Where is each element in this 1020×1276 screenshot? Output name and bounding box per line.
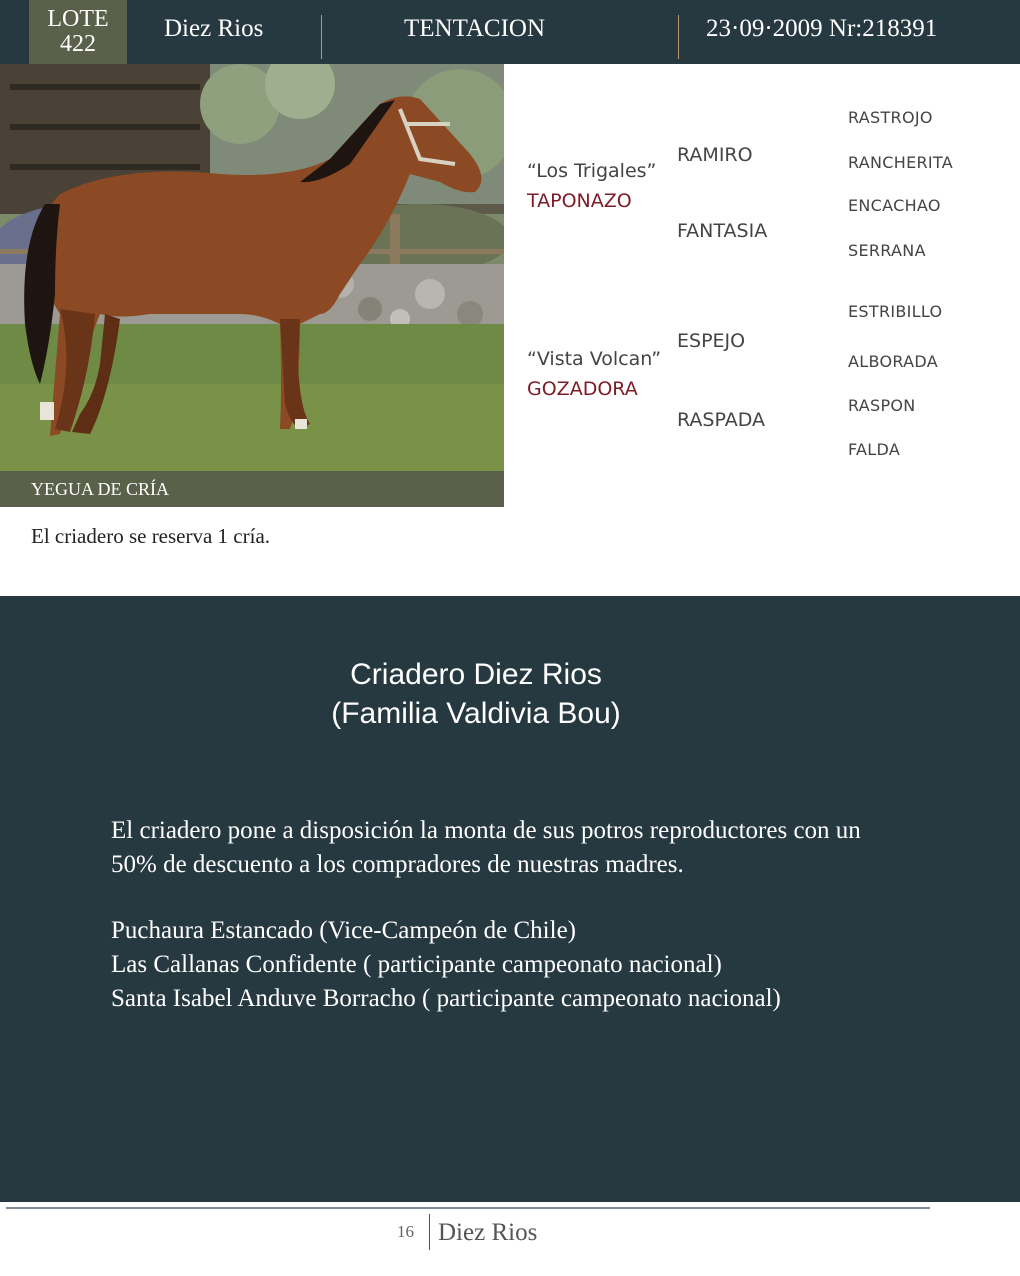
- sire-name: TAPONAZO: [527, 190, 632, 212]
- horse-illustration: [0, 64, 504, 471]
- lote-label: LOTE: [47, 6, 109, 32]
- footer-divider: [429, 1214, 430, 1250]
- header-divider: [321, 15, 322, 59]
- horse-photo: [0, 64, 504, 471]
- header-bar: [0, 0, 1020, 64]
- pedigree-g2-item: FANTASIA: [677, 220, 768, 242]
- header-breeder: Diez Rios: [164, 15, 264, 42]
- pedigree-g3-item: ENCACHAO: [848, 196, 941, 215]
- info-paragraph-line: 50% de descuento a los compradores de nuestras madres.: [111, 851, 684, 878]
- pedigree-g3-item: FALDA: [848, 440, 901, 459]
- info-subtitle: (Familia Valdivia Bou): [331, 697, 621, 730]
- dam-prefix: “Vista Volcan”: [527, 348, 662, 370]
- pedigree-g3-item: RASTROJO: [848, 108, 933, 127]
- footer-breeder: Diez Rios: [438, 1219, 538, 1246]
- pedigree-g2-item: RASPADA: [677, 409, 766, 431]
- header-divider: [678, 15, 679, 59]
- pedigree-g2-item: RAMIRO: [677, 144, 753, 166]
- category-bar: [0, 471, 504, 507]
- category-label: YEGUA DE CRÍA: [31, 478, 169, 499]
- breeder-info-panel: [0, 596, 1020, 1202]
- page-number: 16: [397, 1222, 414, 1241]
- pedigree-g2-item: ESPEJO: [677, 330, 746, 352]
- pedigree-g3-item: RASPON: [848, 396, 916, 415]
- breeder-note: El criadero se reserva 1 cría.: [31, 524, 271, 548]
- sire-prefix: “Los Trigales”: [527, 160, 657, 182]
- lote-number: 422: [60, 31, 96, 57]
- stud-item: Las Callanas Confidente ( participante campeonato nacional): [111, 951, 722, 978]
- dam-name: GOZADORA: [527, 378, 638, 400]
- horse-name: TENTACION: [404, 15, 546, 42]
- info-title: Criadero Diez Rios: [350, 658, 602, 691]
- pedigree-g3-item: ESTRIBILLO: [848, 302, 943, 321]
- registration-info: 23·09·2009 Nr:218391: [706, 15, 938, 42]
- pedigree-g3-item: ALBORADA: [848, 352, 938, 371]
- stud-item: Puchaura Estancado (Vice-Campeón de Chile): [111, 917, 576, 944]
- lote-box: [29, 0, 127, 64]
- pedigree-g3-item: RANCHERITA: [848, 153, 954, 172]
- pedigree-g3-item: SERRANA: [848, 241, 926, 260]
- stud-item: Santa Isabel Anduve Borracho ( participante campeonato nacional): [111, 985, 781, 1012]
- info-paragraph-line: El criadero pone a disposición la monta de sus potros reproductores con un: [111, 817, 861, 844]
- footer-rule: [6, 1207, 930, 1209]
